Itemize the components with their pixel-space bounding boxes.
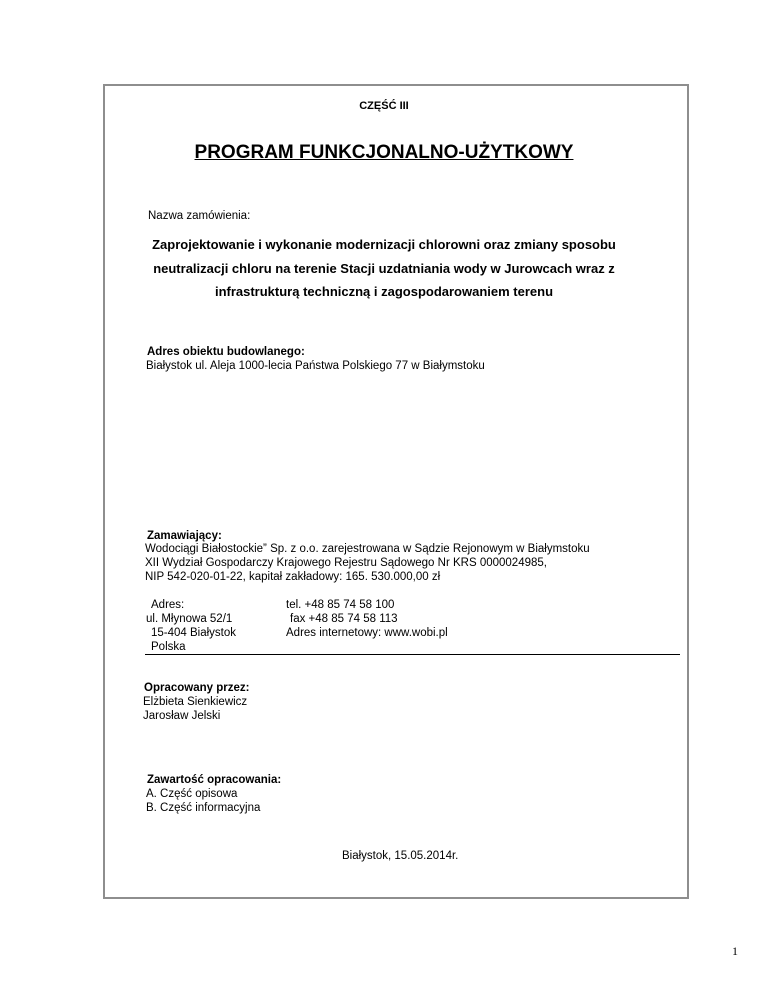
client-line: NIP 542-020-01-22, kapitał zakładowy: 165. 530.000,00 zł	[145, 571, 441, 583]
client-line: XII Wydział Gospodarczy Krajowego Rejestru Sądowego Nr KRS 0000024985,	[145, 557, 547, 569]
client-line: Wodociągi Białostockie” Sp. z o.o. zarejestrowana w Sądzie Rejonowym w Białymstoku	[145, 543, 590, 555]
prepared-by-heading: Opracowany przez:	[144, 682, 250, 694]
place-date: Białystok, 15.05.2014r.	[342, 850, 459, 862]
client-phone: tel. +48 85 74 58 100	[286, 599, 395, 611]
contents-heading: Zawartość opracowania:	[147, 774, 282, 786]
part-label: CZĘŚĆ III	[359, 100, 409, 112]
client-address-line: Polska	[151, 641, 186, 653]
building-address: Białystok ul. Aleja 1000-lecia Państwa Polskiego 77 w Białymstoku	[146, 360, 485, 372]
order-name-line: Zaprojektowanie i wykonanie modernizacji chlorowni oraz zmiany sposobu	[152, 237, 616, 252]
page-number: 1	[732, 944, 738, 958]
order-name-line: neutralizacji chloru na terenie Stacji uzdatniania wody w Jurowcach wraz z	[153, 261, 615, 276]
client-fax: fax +48 85 74 58 113	[290, 613, 398, 625]
client-address-line: ul. Młynowa 52/1	[146, 613, 233, 625]
client-address-line: Adres:	[151, 599, 185, 611]
order-name-label: Nazwa zamówienia:	[148, 210, 251, 222]
contents-item: A. Część opisowa	[146, 788, 238, 800]
author-name: Jarosław Jelski	[143, 710, 221, 722]
divider	[145, 654, 680, 655]
order-name-line: infrastrukturą techniczną i zagospodarowaniem terenu	[214, 284, 554, 299]
building-address-heading: Adres obiektu budowlanego:	[147, 346, 305, 358]
contents-item: B. Część informacyjna	[146, 802, 261, 814]
client-heading: Zamawiający:	[147, 530, 222, 542]
client-address-line: 15-404 Białystok	[151, 627, 237, 639]
author-name: Elżbieta Sienkiewicz	[143, 696, 248, 708]
client-website: Adres internetowy: www.wobi.pl	[286, 627, 448, 639]
page-title: PROGRAM FUNKCJONALNO-UŻYTKOWY	[194, 142, 574, 163]
